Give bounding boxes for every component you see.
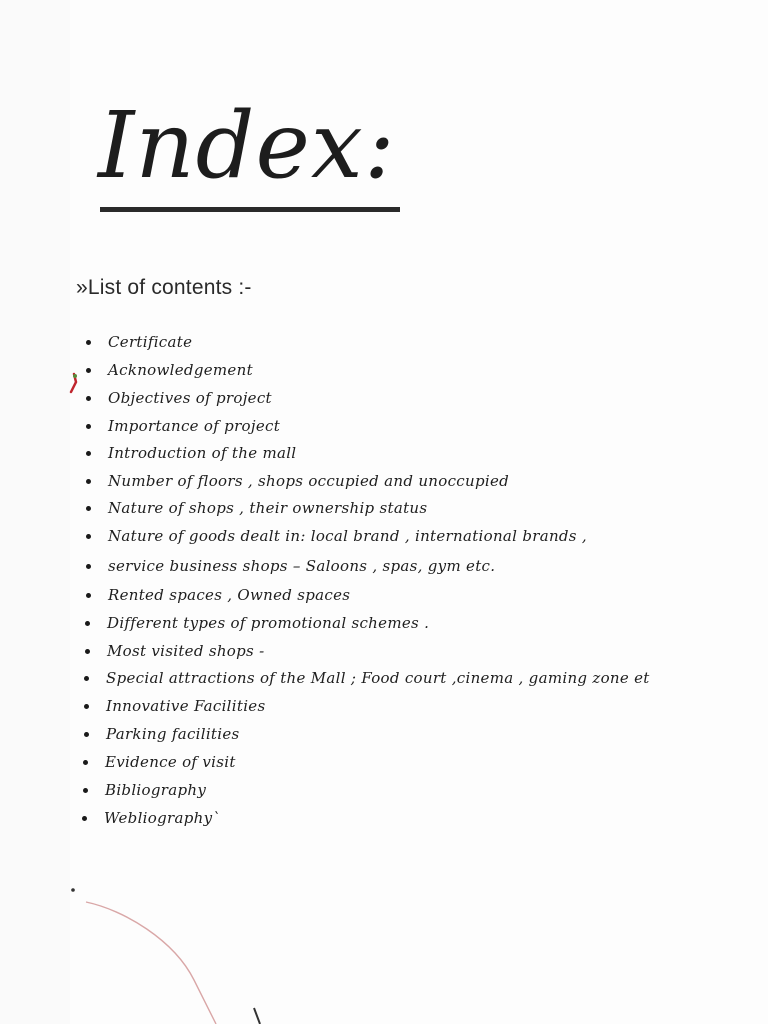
bullet-icon <box>84 704 89 709</box>
bullet-icon <box>84 732 89 737</box>
list-item-text: Webliography` <box>104 809 221 827</box>
list-item-text: Importance of project <box>108 417 281 435</box>
list-item-text: service business shops – Saloons , spas, gym etc. <box>108 557 496 575</box>
bullet-icon <box>86 396 91 401</box>
title-underline <box>100 207 400 212</box>
list-item-text: Evidence of visit <box>105 753 236 771</box>
list-item-text: Nature of goods dealt in: local brand , international brands , <box>108 527 587 545</box>
list-item-text: Rented spaces , Owned spaces <box>108 586 351 604</box>
list-item-text: Certificate <box>108 333 193 351</box>
list-item-text: Number of floors , shops occupied and unoccupied <box>108 472 510 490</box>
bullet-icon <box>83 788 88 793</box>
page-left-edge <box>0 0 70 1024</box>
bullet-icon <box>86 479 91 484</box>
bullet-icon <box>84 676 89 681</box>
list-item-text: Nature of shops , their ownership status <box>108 499 428 517</box>
bullet-icon <box>82 816 87 821</box>
bullet-icon <box>85 649 90 654</box>
bullet-icon <box>86 593 91 598</box>
list-item-text: Special attractions of the Mall ; Food court ,cinema , gaming zone et <box>106 669 650 687</box>
list-item-text: Most visited shops - <box>107 642 265 660</box>
list-item-text: Objectives of project <box>108 389 272 407</box>
bullet-icon <box>86 506 91 511</box>
list-item-text: Introduction of the mall <box>108 444 297 462</box>
bullet-icon <box>86 368 91 373</box>
bullet-icon <box>86 564 91 569</box>
list-heading: »List of contents :- <box>76 276 252 299</box>
bullet-icon <box>83 760 88 765</box>
list-item-text: Acknowledgement <box>108 361 253 379</box>
bullet-icon <box>86 424 91 429</box>
list-item-text: Parking facilities <box>106 725 240 743</box>
list-item-text: Different types of promotional schemes . <box>107 614 430 632</box>
bullet-icon <box>85 621 90 626</box>
list-item-text: Bibliography <box>105 781 207 799</box>
page-title: Index: <box>98 92 396 199</box>
bullet-icon <box>86 534 91 539</box>
bullet-icon <box>86 451 91 456</box>
bullet-icon <box>86 340 91 345</box>
list-item-text: Innovative Facilities <box>106 697 266 715</box>
